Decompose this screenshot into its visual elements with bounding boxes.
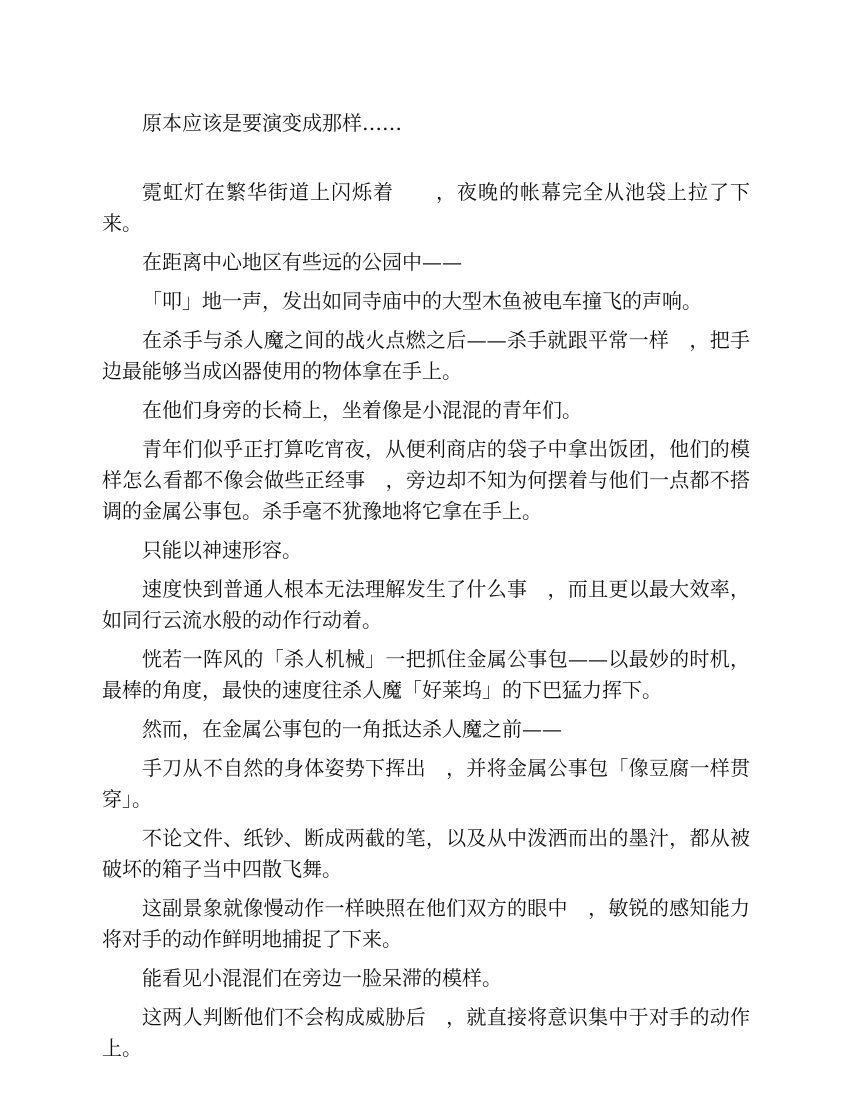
paragraph-6: 在他们身旁的长椅上，坐着像是小混混的青年们。 — [142, 398, 582, 422]
paragraph-4: 「叩」地一声，发出如同寺庙中的大型木鱼被电车撞飞的声响。 — [142, 289, 702, 313]
paragraph-13: 不论文件、纸钞、断成两截的笔，以及从中泼洒而出的墨汁，都从被破坏的箱子当中四散飞舞。 — [102, 826, 750, 881]
paragraph-3: 在距离中心地区有些远的公园中—— — [142, 250, 462, 274]
paragraph-16: 这两人判断他们不会构成威胁后 ，就直接将意识集中于对手的动作上。 — [102, 1005, 750, 1060]
paragraph-9: 速度快到普通人根本无法理解发生了什么事 ，而且更以最大效率，如同行云流水般的动作行动着。 — [102, 577, 750, 632]
paragraph-11: 然而，在金属公事包的一角抵达杀人魔之前—— — [142, 717, 562, 741]
paragraph-12: 手刀从不自然的身体姿势下挥出 ，并将金属公事包「像豆腐一样贯穿」。 — [102, 756, 750, 811]
paragraph-5: 在杀手与杀人魔之间的战火点燃之后——杀手就跟平常一样 ，把手边最能够当成凶器使用的物体拿在手上。 — [102, 328, 750, 383]
paragraph-7: 青年们似乎正打算吃宵夜，从便利商店的袋子中拿出饭团，他们的模样怎么看都不像会做些正经事 ，旁边却不知为何摆着与他们一点都不搭调的金属公事包。杀手毫不犹豫地将它拿在手上。 — [102, 437, 750, 523]
paragraph-10: 恍若一阵风的「杀人机械」一把抓住金属公事包——以最妙的时机，最棒的角度，最快的速度往杀人魔「好莱坞」的下巴猛力挥下。 — [102, 647, 750, 702]
page-body — [102, 108, 750, 1072]
paragraph-1: 原本应该是要演变成那样…… — [142, 111, 402, 135]
paragraph-14: 这副景象就像慢动作一样映照在他们双方的眼中 ，敏锐的感知能力将对手的动作鲜明地捕捉了下来。 — [102, 896, 750, 951]
paragraph-8: 只能以神速形容。 — [142, 538, 302, 562]
paragraph-15: 能看见小混混们在旁边一脸呆滞的模样。 — [142, 966, 502, 990]
paragraph-2: 霓虹灯在繁华街道上闪烁着 ，夜晚的帐幕完全从池袋上拉了下来。 — [102, 180, 750, 235]
